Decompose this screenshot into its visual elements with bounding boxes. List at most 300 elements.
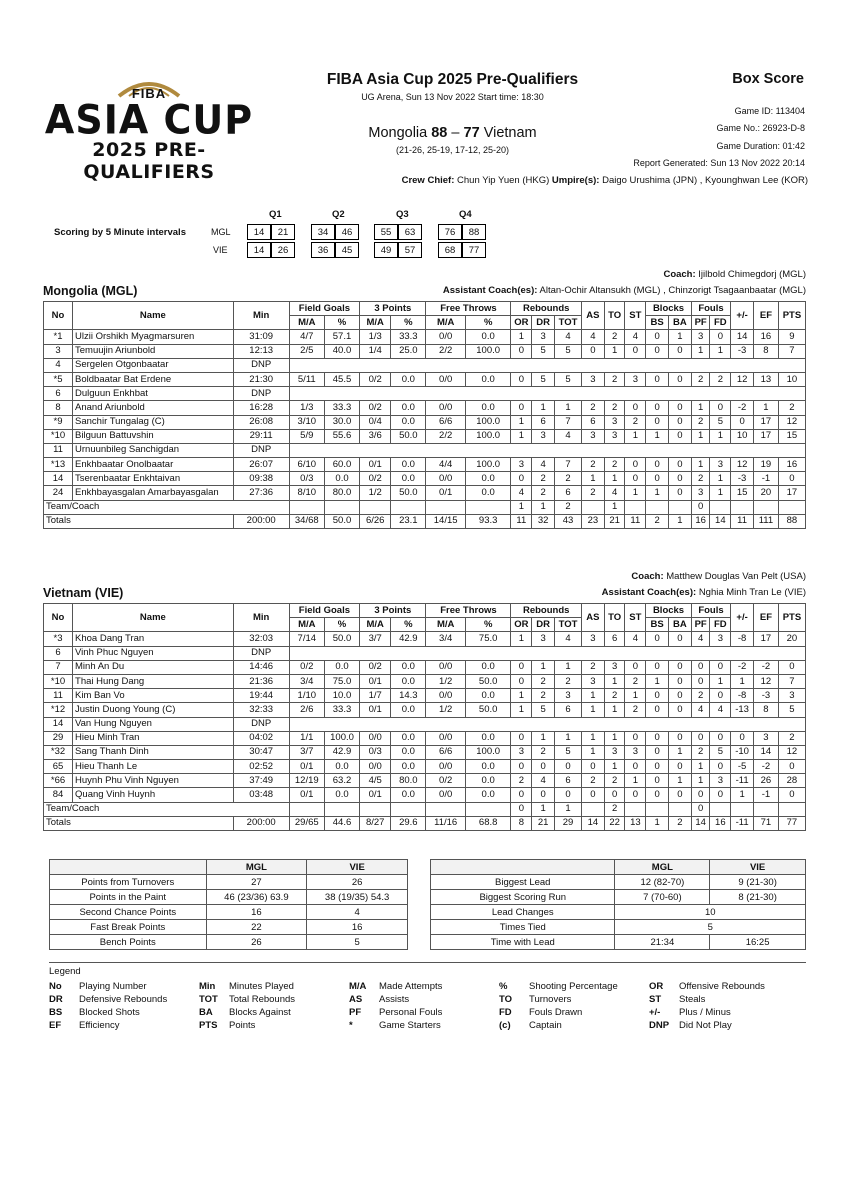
summary-row <box>50 905 408 920</box>
summary-value: 38 (19/35) 54.3 <box>307 890 408 905</box>
summary-label: Bench Points <box>50 935 207 950</box>
legend-desc: Game Starters <box>379 1020 441 1031</box>
stat-cell: 1 <box>754 401 779 415</box>
stat-cell: 0.0 <box>391 472 426 486</box>
logo-asia-cup-text: ASIA CUP <box>44 96 254 144</box>
mgl-assistant-coaches: Altan-Ochir Altansukh (MGL) , Chinzorigt Tsagaanbaatar (MGL) <box>539 285 806 296</box>
crew-chief: Chun Yip Yuen (HKG) <box>457 175 550 186</box>
summary-label: Biggest Lead <box>431 875 615 890</box>
scoring-interval-cell: 49 <box>374 242 398 258</box>
scoring-team-mgl: MGL <box>211 227 231 237</box>
totals-cell: 21 <box>604 514 625 528</box>
stat-cell: 1 <box>691 458 710 472</box>
col-header-assists: AS <box>581 302 604 330</box>
stat-cell: 1 <box>625 429 646 443</box>
stat-cell: 3 <box>532 330 555 344</box>
totals-cell: 16 <box>710 816 731 830</box>
legend-item <box>199 994 295 1005</box>
stat-cell: 0 <box>710 689 731 703</box>
stat-cell: 8 <box>754 703 779 717</box>
totals-cell: 32 <box>532 514 555 528</box>
player-row <box>44 443 806 457</box>
stat-cell: 0 <box>669 731 692 745</box>
stat-cell: 0 <box>646 731 669 745</box>
empty-cell <box>289 802 324 816</box>
sub-header-personal-fouls: PF <box>691 316 710 330</box>
scoring-5min-label: Scoring by 5 Minute intervals <box>54 227 186 238</box>
stat-cell: 50.0 <box>465 674 511 688</box>
stat-cell: 0.0 <box>465 486 511 500</box>
mgl-coach-label: Coach: <box>663 269 696 280</box>
summary-row <box>431 920 806 935</box>
stat-cell: 0 <box>555 760 582 774</box>
stat-cell: 1 <box>511 703 532 717</box>
summary-label: Lead Changes <box>431 905 615 920</box>
player-row <box>44 660 806 674</box>
summary-value: 27 <box>206 875 307 890</box>
sub-header-ft-made-attempts: M/A <box>426 316 465 330</box>
stat-cell: 0 <box>778 472 805 486</box>
stat-cell: 0 <box>646 472 669 486</box>
logo-prequalifiers-text: 2025 PRE-QUALIFIERS <box>83 139 215 183</box>
stat-cell: 1 <box>555 401 582 415</box>
summary-value: 16 <box>206 905 307 920</box>
stat-cell: 0.0 <box>324 660 359 674</box>
sub-header-3p-pct: % <box>391 316 426 330</box>
totals-cell: 34/68 <box>289 514 324 528</box>
stat-cell: 3 <box>710 632 731 646</box>
empty-cell <box>754 802 779 816</box>
stat-cell: 1 <box>511 632 532 646</box>
player-number: *5 <box>44 372 73 386</box>
totals-cell: 23.1 <box>391 514 426 528</box>
empty-cell <box>324 802 359 816</box>
vie-team-name: Vietnam (VIE) <box>43 586 124 600</box>
stat-cell: 1 <box>731 788 754 802</box>
stat-cell: 3/10 <box>289 415 324 429</box>
stat-cell: 2 <box>604 401 625 415</box>
sub-header-3p-made-attempts: M/A <box>360 618 391 632</box>
stat-cell: 0 <box>646 788 669 802</box>
umpires: Daigo Urushima (JPN) , Kyounghwan Lee (KOR) <box>602 175 808 186</box>
legend-desc: Personal Fouls <box>379 1007 443 1018</box>
col-header-3-points: 3 Points <box>360 302 426 316</box>
stat-cell: 100.0 <box>465 415 511 429</box>
player-row <box>44 788 806 802</box>
scoring-interval-cell: 45 <box>335 242 359 258</box>
totals-cell: 1 <box>669 514 692 528</box>
col-header-3-points: 3 Points <box>360 604 426 618</box>
empty-cell <box>731 802 754 816</box>
stat-cell: 0/1 <box>426 486 465 500</box>
empty-cell <box>731 500 754 514</box>
empty-cell <box>581 500 604 514</box>
stat-cell: 100.0 <box>465 458 511 472</box>
team-off-reb: 1 <box>511 500 532 514</box>
stat-cell: 13 <box>754 372 779 386</box>
stat-cell: 26 <box>754 774 779 788</box>
totals-cell: 43 <box>555 514 582 528</box>
stat-cell: 1 <box>581 689 604 703</box>
totals-cell: 21 <box>532 816 555 830</box>
scoring-interval-cell: 88 <box>462 224 486 240</box>
totals-cell: 14 <box>691 816 710 830</box>
empty-cell <box>360 802 391 816</box>
stat-cell: -8 <box>731 632 754 646</box>
stat-cell: 2 <box>778 731 805 745</box>
stat-cell: 6 <box>604 632 625 646</box>
legend-abbr: % <box>499 981 508 992</box>
stat-cell: 14:46 <box>233 660 289 674</box>
sub-header-ft-pct: % <box>465 618 511 632</box>
venue-line: UG Arena, Sun 13 Nov 2022 Start time: 18:30 <box>361 92 544 102</box>
stat-cell: 2/6 <box>289 703 324 717</box>
player-name: Kim Ban Vo <box>73 689 234 703</box>
stat-cell: 1 <box>555 731 582 745</box>
empty-cell <box>289 500 324 514</box>
sub-header-def-reb: DR <box>532 316 555 330</box>
totals-cell: -11 <box>731 816 754 830</box>
crew-chief-label: Crew Chief: <box>401 175 455 186</box>
stat-cell: 0/0 <box>426 330 465 344</box>
player-number: *1 <box>44 330 73 344</box>
empty-cell <box>391 802 426 816</box>
player-name: Ulzii Orshikh Myagmarsuren <box>73 330 234 344</box>
stat-cell: 6 <box>555 774 582 788</box>
stat-cell: 0 <box>532 760 555 774</box>
empty-cell <box>669 500 692 514</box>
player-row <box>44 486 806 500</box>
player-name: Khoa Dang Tran <box>73 632 234 646</box>
stat-cell: 37:49 <box>233 774 289 788</box>
stat-cell: 1 <box>604 344 625 358</box>
stat-cell: 12 <box>778 415 805 429</box>
col-header-steals: ST <box>625 604 646 632</box>
empty-cell <box>289 387 805 401</box>
legend-desc: Efficiency <box>79 1020 120 1031</box>
player-row <box>44 401 806 415</box>
stat-cell: 1 <box>710 429 731 443</box>
totals-cell: 11 <box>625 514 646 528</box>
stat-cell: 100.0 <box>324 731 359 745</box>
player-number: 29 <box>44 731 73 745</box>
stat-cell: 5 <box>555 344 582 358</box>
stat-cell: 3 <box>604 660 625 674</box>
stat-cell: 50.0 <box>465 703 511 717</box>
sub-header-fg-made-attempts: M/A <box>289 618 324 632</box>
stat-cell: 5 <box>710 745 731 759</box>
empty-cell <box>426 500 465 514</box>
legend-abbr: BA <box>199 1007 213 1018</box>
stat-cell: 16:28 <box>233 401 289 415</box>
stat-cell: 0/1 <box>360 458 391 472</box>
legend-abbr: PTS <box>199 1020 218 1031</box>
col-header-min: Min <box>233 302 289 330</box>
stat-cell: 1 <box>710 472 731 486</box>
stat-cell: -2 <box>731 660 754 674</box>
stat-cell: 7 <box>778 674 805 688</box>
empty-cell <box>669 802 692 816</box>
stat-cell: 0/3 <box>289 472 324 486</box>
stat-cell: 0.0 <box>391 458 426 472</box>
stat-cell: 4 <box>604 486 625 500</box>
score-dash: – <box>451 125 460 141</box>
stat-cell: 12 <box>731 372 754 386</box>
stat-cell: 0 <box>646 372 669 386</box>
q4-header: Q4 <box>459 209 472 220</box>
totals-cell: 11/16 <box>426 816 465 830</box>
scoring-interval-cell: 57 <box>398 242 422 258</box>
summary-header-blank <box>50 860 207 875</box>
player-row <box>44 731 806 745</box>
stat-cell: 0 <box>646 632 669 646</box>
totals-cell: 11 <box>511 514 532 528</box>
stat-cell: 4 <box>625 330 646 344</box>
stat-cell: 12:13 <box>233 344 289 358</box>
stat-cell: 12 <box>778 745 805 759</box>
col-header-no: No <box>44 302 73 330</box>
legend-desc: Turnovers <box>529 994 572 1005</box>
stat-cell: 1 <box>646 674 669 688</box>
stat-cell: 0 <box>511 760 532 774</box>
empty-cell <box>581 802 604 816</box>
summary-row <box>50 875 408 890</box>
player-number: 11 <box>44 443 73 457</box>
stat-cell: 2 <box>604 330 625 344</box>
stat-cell: 1 <box>532 731 555 745</box>
stat-cell: 2/2 <box>426 429 465 443</box>
stat-cell: 3 <box>604 415 625 429</box>
stat-cell: 1 <box>691 429 710 443</box>
stat-cell: 0 <box>710 731 731 745</box>
stat-cell: 32:33 <box>233 703 289 717</box>
stat-cell: 1 <box>532 660 555 674</box>
player-name: Sanchir Tungalag (C) <box>73 415 234 429</box>
stat-cell: 42.9 <box>324 745 359 759</box>
totals-cell: 71 <box>754 816 779 830</box>
scoring-interval-cell: 21 <box>271 224 295 240</box>
stat-cell: 0 <box>669 760 692 774</box>
totals-cell: 111 <box>754 514 779 528</box>
stat-cell: 3 <box>581 372 604 386</box>
vie-coach: Matthew Douglas Van Pelt (USA) <box>666 571 806 582</box>
stat-cell: 1/4 <box>360 344 391 358</box>
stat-cell: 0 <box>646 703 669 717</box>
col-header-rebounds: Rebounds <box>511 302 581 316</box>
legend-abbr: +/- <box>649 1007 661 1018</box>
player-number: 6 <box>44 646 73 660</box>
stat-cell: 0 <box>669 486 692 500</box>
stat-cell: 17 <box>754 632 779 646</box>
stat-cell: 10 <box>778 372 805 386</box>
stat-cell: 1/3 <box>289 401 324 415</box>
stat-cell: 0 <box>691 674 710 688</box>
legend-item <box>49 1020 119 1031</box>
legend-desc: Blocked Shots <box>79 1007 140 1018</box>
asia-cup-logo <box>44 78 254 188</box>
stat-cell: 4 <box>555 330 582 344</box>
stat-cell: 0/2 <box>360 472 391 486</box>
legend-item <box>499 994 571 1005</box>
player-number: 84 <box>44 788 73 802</box>
stat-cell: 1 <box>604 731 625 745</box>
stat-cell: 0 <box>669 372 692 386</box>
stat-cell: 10.0 <box>324 689 359 703</box>
vie-coach-line <box>300 571 806 582</box>
col-header-no: No <box>44 604 73 632</box>
stat-cell: 0 <box>669 674 692 688</box>
stat-cell: 27:36 <box>233 486 289 500</box>
stat-cell: 4 <box>511 486 532 500</box>
stat-cell: 1 <box>731 674 754 688</box>
stat-cell: 17 <box>778 486 805 500</box>
col-header-fouls: Fouls <box>691 604 730 618</box>
stat-cell: -3 <box>731 472 754 486</box>
stat-cell: 0 <box>669 344 692 358</box>
stat-cell: 0.0 <box>465 731 511 745</box>
summary-value: 12 (82-70) <box>615 875 710 890</box>
stat-cell: 0.0 <box>391 674 426 688</box>
legend-desc: Plus / Minus <box>679 1007 731 1018</box>
totals-cell: 50.0 <box>324 514 359 528</box>
event-title: FIBA Asia Cup 2025 Pre-Qualifiers <box>326 71 579 88</box>
player-name: Bilguun Battuvshin <box>73 429 234 443</box>
summary-value: 16:25 <box>710 935 806 950</box>
stat-cell: 2 <box>691 689 710 703</box>
stat-cell: 5 <box>778 703 805 717</box>
stat-cell: 3 <box>581 674 604 688</box>
player-row <box>44 429 806 443</box>
legend-desc: Steals <box>679 994 706 1005</box>
stat-cell: 0/2 <box>289 660 324 674</box>
summary-row <box>50 935 408 950</box>
game-duration: Game Duration: 01:42 <box>716 140 805 151</box>
stat-cell: 40.0 <box>324 344 359 358</box>
stat-cell: 0 <box>669 415 692 429</box>
stat-cell: 28 <box>778 774 805 788</box>
player-row <box>44 372 806 386</box>
totals-row <box>44 816 806 830</box>
legend-desc: Made Attempts <box>379 981 443 992</box>
stat-cell: 0 <box>646 458 669 472</box>
stat-cell: 5 <box>532 344 555 358</box>
empty-cell <box>289 358 805 372</box>
summary-value: 8 (21-30) <box>710 890 806 905</box>
col-header-assists: AS <box>581 604 604 632</box>
player-number: 14 <box>44 472 73 486</box>
col-header-free-throws: Free Throws <box>426 604 511 618</box>
stat-cell: 1/2 <box>426 703 465 717</box>
legend-item <box>49 981 147 992</box>
totals-cell: 14 <box>710 514 731 528</box>
stat-cell: 0 <box>710 401 731 415</box>
stat-cell: 0.0 <box>391 731 426 745</box>
summary-team-header: VIE <box>710 860 806 875</box>
stat-cell: 50.0 <box>324 632 359 646</box>
stat-cell: 0 <box>691 660 710 674</box>
stat-cell: 2 <box>691 415 710 429</box>
summary-label: Biggest Scoring Run <box>431 890 615 905</box>
team-stats-summary <box>49 859 408 950</box>
summary-label: Time with Lead <box>431 935 615 950</box>
legend-desc: Minutes Played <box>229 981 294 992</box>
stat-cell: 5/9 <box>289 429 324 443</box>
mgl-coach: Ijilbold Chimegdorj (MGL) <box>698 269 806 280</box>
stat-cell: 3 <box>604 429 625 443</box>
legend-abbr: DR <box>49 994 63 1005</box>
totals-cell: 8 <box>511 816 532 830</box>
legend-item <box>49 1007 140 1018</box>
summary-value: 22 <box>206 920 307 935</box>
summary-value: 21:34 <box>615 935 710 950</box>
legend-desc: Defensive Rebounds <box>79 994 168 1005</box>
totals-cell: 1 <box>646 816 669 830</box>
player-number: 65 <box>44 760 73 774</box>
stat-cell: 6 <box>555 486 582 500</box>
stat-cell: 6 <box>532 415 555 429</box>
stat-cell: 63.2 <box>324 774 359 788</box>
stat-cell: 0 <box>710 660 731 674</box>
stat-cell: 4 <box>691 632 710 646</box>
legend-desc: Captain <box>529 1020 562 1031</box>
player-dnp: DNP <box>233 443 289 457</box>
stat-cell: 0.0 <box>391 788 426 802</box>
stat-cell: 7 <box>555 458 582 472</box>
summary-value: 9 (21-30) <box>710 875 806 890</box>
stat-cell: 2 <box>555 674 582 688</box>
summary-value: 5 <box>307 935 408 950</box>
stat-cell: 0 <box>710 788 731 802</box>
stat-cell: 0 <box>731 731 754 745</box>
stat-cell: 50.0 <box>391 486 426 500</box>
stat-cell: 0.0 <box>465 330 511 344</box>
col-header-efficiency: EF <box>754 302 779 330</box>
empty-cell <box>426 802 465 816</box>
team-personal-fouls: 0 <box>691 802 710 816</box>
stat-cell: 02:52 <box>233 760 289 774</box>
empty-cell <box>625 500 646 514</box>
scoring-interval-cell: 46 <box>335 224 359 240</box>
stat-cell: 0 <box>555 788 582 802</box>
scoring-interval-cell: 76 <box>438 224 462 240</box>
stat-cell: 0 <box>646 689 669 703</box>
stat-cell: 4/5 <box>360 774 391 788</box>
sub-header-fouls-drawn: FD <box>710 618 731 632</box>
stat-cell: 14 <box>731 330 754 344</box>
legend-abbr: No <box>49 981 62 992</box>
empty-cell <box>754 500 779 514</box>
team-personal-fouls: 0 <box>691 500 710 514</box>
stat-cell: 03:48 <box>233 788 289 802</box>
stat-cell: 20 <box>778 632 805 646</box>
team-turnovers: 1 <box>604 500 625 514</box>
stat-cell: 60.0 <box>324 458 359 472</box>
stat-cell: 0 <box>625 660 646 674</box>
stat-cell: 0 <box>778 760 805 774</box>
stat-cell: 2 <box>625 703 646 717</box>
stat-cell: 1 <box>532 401 555 415</box>
player-row <box>44 646 806 660</box>
player-name: Anand Ariunbold <box>73 401 234 415</box>
legend-abbr: * <box>349 1020 353 1031</box>
vie-box-score-table <box>43 603 806 831</box>
team-tot-reb: 2 <box>555 500 582 514</box>
totals-cell: 6/26 <box>360 514 391 528</box>
player-name: Justin Duong Young (C) <box>73 703 234 717</box>
stat-cell: 12 <box>754 674 779 688</box>
stat-cell: 0.0 <box>465 774 511 788</box>
stat-cell: 3 <box>778 689 805 703</box>
